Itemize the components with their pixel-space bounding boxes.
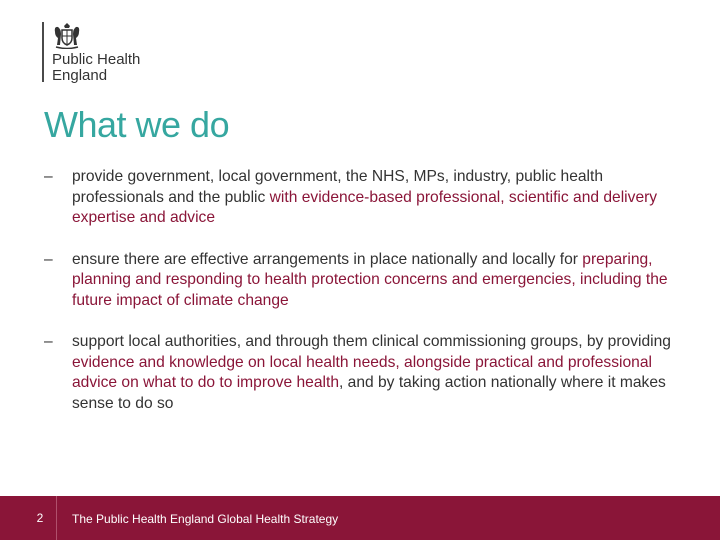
bullet-dash: – bbox=[44, 168, 53, 185]
footer-text: The Public Health England Global Health Strategy bbox=[72, 512, 339, 526]
bullet-item bbox=[44, 332, 694, 414]
page-number: 2 bbox=[36, 511, 44, 525]
bullet-item bbox=[44, 167, 694, 229]
logo-wordmark bbox=[52, 52, 140, 84]
phe-logo bbox=[42, 22, 172, 90]
royal-crest-icon bbox=[52, 23, 82, 49]
bullet-text: ensure there are effective arrangements in place nationally and locally for bbox=[72, 250, 583, 268]
bullet-item bbox=[44, 250, 694, 312]
bullet-list bbox=[44, 167, 694, 435]
bullet-dash: – bbox=[44, 250, 53, 268]
highlighted-text: preparing, planning and responding to health protection concerns and emergencies, including the future impact of climate change bbox=[72, 250, 668, 309]
bullet-text: , and by taking action nationally where it makes sense to do so bbox=[72, 374, 666, 412]
logo-divider bbox=[42, 22, 44, 82]
bullet-text: provide government, local government, the NHS, MPs, industry, public health professionals and the public bbox=[72, 168, 604, 206]
footer-bar bbox=[0, 496, 720, 540]
logo-line-1: Public Health bbox=[52, 51, 141, 68]
highlighted-text: evidence and knowledge on local health needs, alongside practical and professional advice on what to do to improve health bbox=[72, 353, 652, 391]
logo-line-2: England bbox=[52, 67, 108, 84]
slide-title: What we do bbox=[44, 104, 230, 145]
bullet-text: support local authorities, and through them clinical commissioning groups, by providing bbox=[72, 333, 671, 350]
highlighted-text: with evidence-based professional, scientific and delivery expertise and advice bbox=[72, 188, 658, 226]
footer-divider bbox=[56, 496, 57, 540]
bullet-dash: – bbox=[44, 333, 53, 350]
